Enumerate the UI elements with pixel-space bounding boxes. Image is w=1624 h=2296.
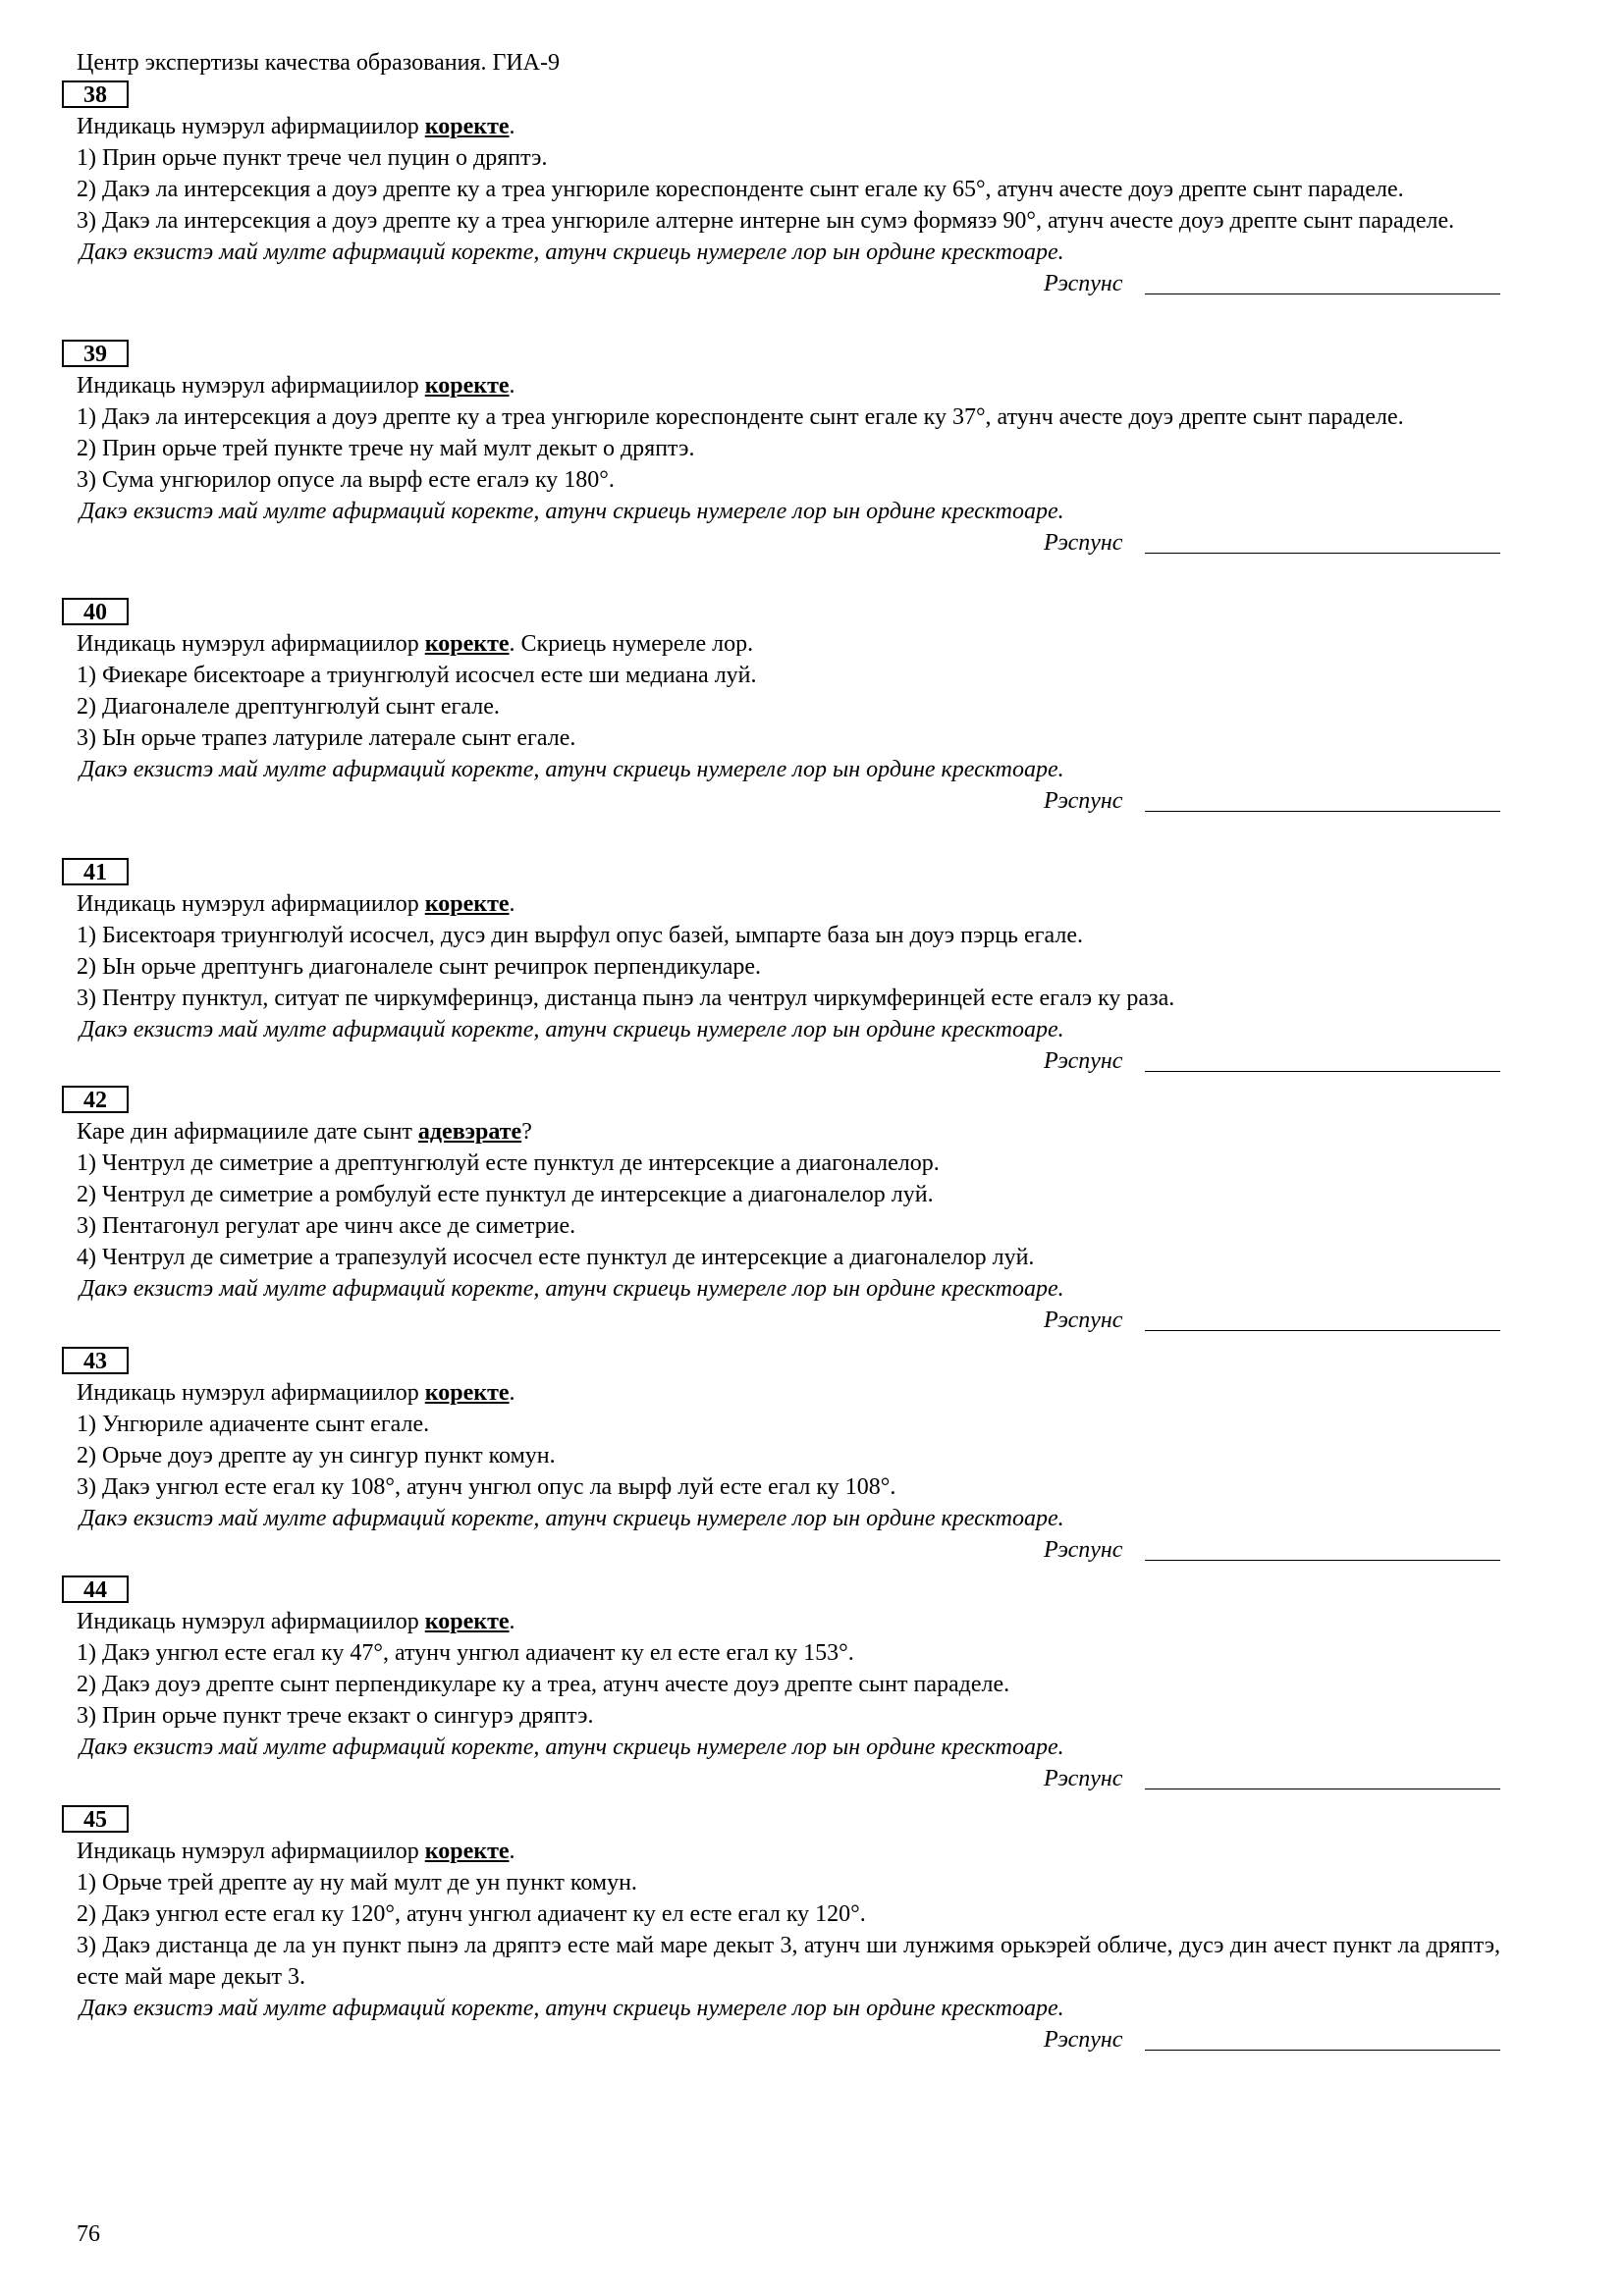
statement: 3) Ын орьче трапез латуриле латерале сынт егале. xyxy=(77,725,576,751)
prompt-text: Каре дин афирмацииле дате сынт xyxy=(77,1119,418,1145)
statement: 2) Ын орьче дрептунгь диагоналеле сынт речипрок перпендикуларе. xyxy=(77,954,762,980)
prompt-text: Индикаць нумэрул афирмациилор xyxy=(77,1380,425,1406)
statement: 2) Чентрул де симетрие а ромбулуй есте пунктул де интерсекцие а диагоналелор луй. xyxy=(77,1182,934,1207)
task-prompt xyxy=(77,628,1500,660)
task-number-box: 45 xyxy=(62,1805,129,1833)
prompt-text: Индикаць нумэрул афирмациилор xyxy=(77,1609,425,1634)
prompt-keyword: коректе xyxy=(424,1380,510,1406)
page-number: 76 xyxy=(77,2221,100,2247)
task-38 xyxy=(77,80,1500,299)
task-instruction: Дакэ екзистэ май мулте афирмаций коректе, атунч скриець нумереле лор ын ордине кресктоаре. xyxy=(80,1017,1064,1042)
task-prompt xyxy=(77,1606,1500,1637)
task-prompt xyxy=(77,1116,1500,1148)
answer-row xyxy=(77,268,1500,299)
statement: 2) Диагоналеле дрептунгюлуй сынт егале. xyxy=(77,694,500,720)
task-number-box: 42 xyxy=(62,1086,129,1113)
prompt-suffix: . Скриець нумереле лор. xyxy=(509,631,754,657)
statement: 1) Чентрул де симетрие а дрептунгюлуй есте пунктул де интерсекцие а диагоналелор. xyxy=(77,1150,940,1176)
task-41 xyxy=(77,858,1500,1077)
prompt-suffix: . xyxy=(509,891,515,917)
answer-label: Рэспунс xyxy=(1044,1766,1123,1791)
page-header: Центр экспертизы качества образования. ГИА-9 xyxy=(77,50,560,76)
task-prompt xyxy=(77,111,1500,142)
prompt-suffix: . xyxy=(509,1839,515,1864)
answer-line[interactable] xyxy=(1145,1330,1500,1331)
prompt-text: Индикаць нумэрул афирмациилор xyxy=(77,631,425,657)
statement: 2) Прин орьче трей пункте тречe ну май мулт декыт о дряптэ. xyxy=(77,436,695,461)
answer-line[interactable] xyxy=(1145,553,1500,554)
answer-label: Рэспунс xyxy=(1044,788,1123,814)
task-instruction: Дакэ екзистэ май мулте афирмаций коректе, атунч скриець нумереле лор ын ордине кресктоаре. xyxy=(80,1506,1064,1531)
answer-row xyxy=(77,1045,1500,1077)
statement: 3) Пентагонул регулат аре чинч аксе де симетрие. xyxy=(77,1213,576,1239)
prompt-keyword: коректе xyxy=(424,891,510,917)
task-instruction: Дакэ екзистэ май мулте афирмаций коректе, атунч скриець нумереле лор ын ордине кресктоаре. xyxy=(80,1735,1064,1760)
statement: 1) Прин орьче пункт тречe чел пуцин о дряптэ. xyxy=(77,145,548,171)
answer-label: Рэспунс xyxy=(1044,1048,1123,1074)
task-instruction: Дакэ екзистэ май мулте афирмаций коректе, атунч скриець нумереле лор ын ордине кресктоаре. xyxy=(80,499,1064,524)
statement: 3) Дакэ ла интерсекция а доуэ дрепте ку а треа унгюриле алтерне интерне ын сумэ формязэ 90°, атунч ачесте доуэ дрепте сынт параделе. xyxy=(77,208,1455,234)
task-39 xyxy=(77,340,1500,559)
statement: 1) Унгюриле адиаченте сынт егале. xyxy=(77,1412,430,1437)
answer-label: Рэспунс xyxy=(1044,1308,1123,1333)
prompt-keyword: коректе xyxy=(424,1609,510,1634)
statement: 1) Дакэ унгюл есте егал ку 47°, атунч унгюл адиачент ку ел есте егал ку 153°. xyxy=(77,1640,854,1666)
task-prompt xyxy=(77,1377,1500,1409)
statement: 3) Дакэ дистанца де ла ун пункт пынэ ла дряптэ есте май маре декыт 3, атунч ши лунжимя орькэрей обличе, дусэ дин ачест пункт ла дряптэ, есте май маре декыт 3. xyxy=(77,1933,1500,1990)
task-instruction: Дакэ екзистэ май мулте афирмаций коректе, атунч скриець нумереле лор ын ордине кресктоаре. xyxy=(80,240,1064,265)
answer-row xyxy=(77,1534,1500,1566)
answer-row xyxy=(77,785,1500,817)
answer-line[interactable] xyxy=(1145,2050,1500,2051)
statement: 3) Сума унгюрилор опусе ла вырф есте егалэ ку 180°. xyxy=(77,467,615,493)
prompt-text: Индикаць нумэрул афирмациилор xyxy=(77,373,425,399)
statement: 4) Чентрул де симетрие а трапезулуй исосчел есте пунктул де интерсекцие а диагоналелор луй. xyxy=(77,1245,1035,1270)
task-prompt xyxy=(77,370,1500,401)
task-number-box: 43 xyxy=(62,1347,129,1374)
prompt-keyword: коректе xyxy=(424,114,510,139)
task-prompt xyxy=(77,1836,1500,1867)
statement: 3) Прин орьче пункт тречe екзакт о сингурэ дряптэ. xyxy=(77,1703,594,1729)
prompt-suffix: ? xyxy=(521,1119,532,1145)
answer-label: Рэспунс xyxy=(1044,530,1123,556)
answer-label: Рэспунс xyxy=(1044,2027,1123,2053)
statement: 1) Дакэ ла интерсекция а доуэ дрепте ку а треа унгюриле кореспонденте сынт егале ку 37°, атунч ачесте доуэ дрепте сынт параделе. xyxy=(77,404,1404,430)
task-number-box: 38 xyxy=(62,80,129,108)
statement: 1) Бисектоаря триунгюлуй исосчел, дусэ дин вырфул опус базей, ымпарте база ын доуэ пэрць егале. xyxy=(77,923,1083,948)
task-instruction: Дакэ екзистэ май мулте афирмаций коректе, атунч скриець нумереле лор ын ордине кресктоаре. xyxy=(80,1276,1064,1302)
prompt-suffix: . xyxy=(509,114,515,139)
prompt-keyword: коректе xyxy=(424,631,510,657)
statement: 2) Дакэ доуэ дрепте сынт перпендикуларе ку а треа, атунч ачесте доуэ дрепте сынт параделе. xyxy=(77,1672,1010,1697)
task-number-box: 41 xyxy=(62,858,129,885)
task-43 xyxy=(77,1347,1500,1566)
answer-row xyxy=(77,1305,1500,1336)
task-42 xyxy=(77,1086,1500,1336)
statement: 2) Дакэ унгюл есте егал ку 120°, атунч унгюл адиачент ку ел есте егал ку 120°. xyxy=(77,1901,866,1927)
answer-row xyxy=(77,527,1500,559)
statement: 2) Орьче доуэ дрепте ау ун сингур пункт комун. xyxy=(77,1443,556,1468)
answer-line[interactable] xyxy=(1145,811,1500,812)
statement: 3) Пентру пунктул, ситуат пе чиркумферинцэ, дистанца пынэ ла чентрул чиркумферинцей есте егалэ ку раза. xyxy=(77,986,1175,1011)
prompt-keyword: коректе xyxy=(424,373,510,399)
prompt-suffix: . xyxy=(509,1609,515,1634)
prompt-keyword: адевэрате xyxy=(417,1119,522,1145)
task-prompt xyxy=(77,888,1500,920)
task-44 xyxy=(77,1575,1500,1794)
task-number-box: 39 xyxy=(62,340,129,367)
task-45 xyxy=(77,1805,1500,2056)
task-40 xyxy=(77,598,1500,817)
prompt-suffix: . xyxy=(509,373,515,399)
prompt-text: Индикаць нумэрул афирмациилор xyxy=(77,891,425,917)
statement: 1) Фиекаре бисектоаре а триунгюлуй исосчел есте ши медиана луй. xyxy=(77,663,757,688)
statement: 1) Орьче трей дрепте ау ну май мулт де ун пункт комун. xyxy=(77,1870,637,1896)
answer-label: Рэспунс xyxy=(1044,1537,1123,1563)
statement: 3) Дакэ унгюл есте егал ку 108°, атунч унгюл опус ла вырф луй есте егал ку 108°. xyxy=(77,1474,896,1500)
task-instruction: Дакэ екзистэ май мулте афирмаций коректе, атунч скриець нумереле лор ын ордине кресктоаре. xyxy=(80,757,1064,782)
answer-label: Рэспунс xyxy=(1044,271,1123,296)
answer-line[interactable] xyxy=(1145,1560,1500,1561)
task-number-box: 44 xyxy=(62,1575,129,1603)
answer-row xyxy=(77,1763,1500,1794)
prompt-text: Индикаць нумэрул афирмациилор xyxy=(77,1839,425,1864)
prompt-suffix: . xyxy=(509,1380,515,1406)
statement: 2) Дакэ ла интерсекция а доуэ дрепте ку а треа унгюриле кореспонденте сынт егале ку 65°, атунч ачесте доуэ дрепте сынт параделе. xyxy=(77,177,1404,202)
answer-row xyxy=(77,2024,1500,2056)
task-number-box: 40 xyxy=(62,598,129,625)
answer-line[interactable] xyxy=(1145,1071,1500,1072)
task-instruction: Дакэ екзистэ май мулте афирмаций коректе, атунч скриець нумереле лор ын ордине кресктоаре. xyxy=(80,1996,1064,2021)
prompt-keyword: коректе xyxy=(424,1839,510,1864)
prompt-text: Индикаць нумэрул афирмациилор xyxy=(77,114,425,139)
